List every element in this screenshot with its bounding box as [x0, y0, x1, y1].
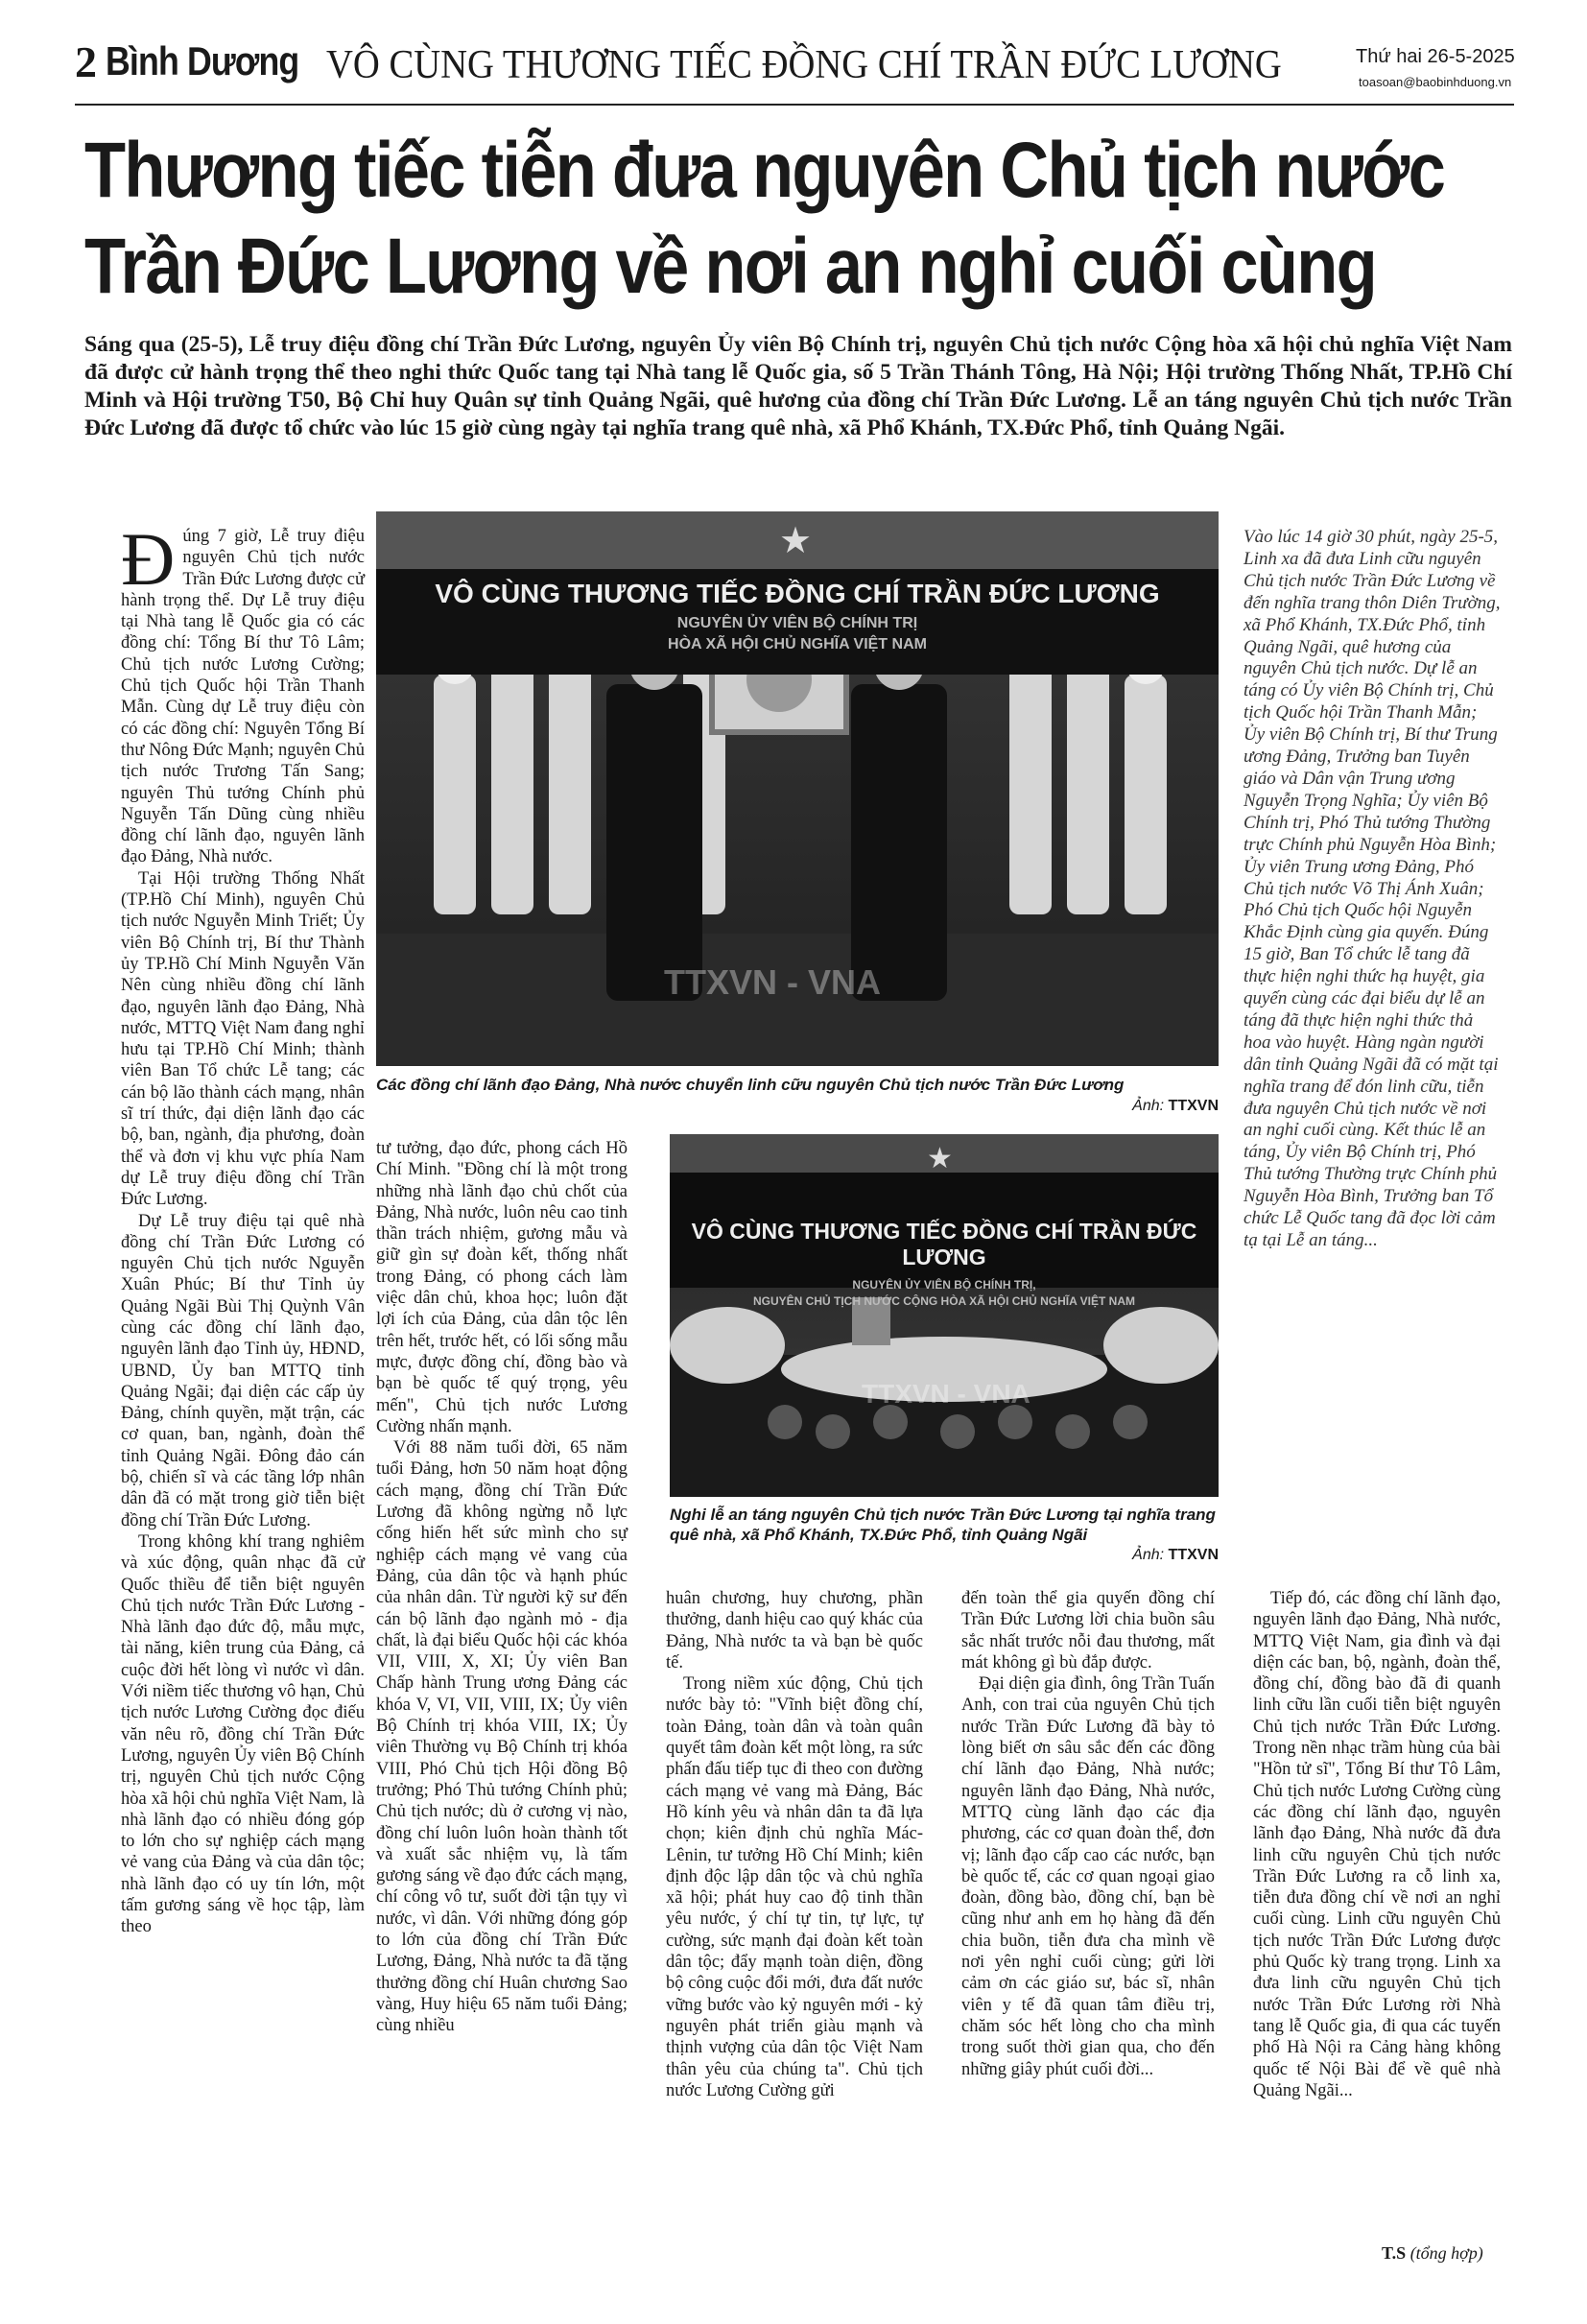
headline-line-1: Thương tiếc tiễn đưa nguyên Chủ tịch nước	[84, 127, 1445, 214]
article-column-1	[121, 517, 365, 1938]
funeral-photo-1	[376, 511, 1219, 1066]
issue-date: Thứ hai 26-5-2025	[1356, 46, 1515, 67]
article-column-4	[961, 1588, 1215, 2080]
star-icon: ★	[927, 1143, 953, 1174]
paragraph: Trong niềm xúc động, Chủ tịch nước bày tỏ: "Vĩnh biệt đồng chí, toàn Đảng, toàn dân và toàn quân quyết tâm đoàn kết một lòng, ra sức phấn đấu tiếp tục đi theo con đường cách mạng vẻ vang mà Đảng, Bác Hồ kính yêu và nhân dân ta đã lựa chọn; kiên định chủ nghĩa Mác-Lênin, tư tưởng Hồ Chí Minh; kiên định độc lập dân tộc và chủ nghĩa xã hội; phát huy cao độ tinh thần yêu nước, ý chí tự tin, tự lực, tự cường, sức mạnh đại đoàn kết toàn dân tộc; đẩy mạnh toàn diện, đồng bộ công cuộc đổi mới, đưa đất nước vững bước vào kỷ nguyên mới - kỷ nguyên phát triển giàu mạnh và thịnh vượng của dân tộc Việt Nam thân yêu của chúng ta". Chủ tịch nước Lương Cường gửi	[666, 1674, 923, 2100]
paragraph: Tại Hội trường Thống Nhất (TP.Hồ Chí Minh), nguyên Chủ tịch nước Nguyễn Minh Triết; Ủy viên Bộ Chính trị, Bí thư Thành ủy TP.Hồ Chí Minh Nguyễn Văn Nên cùng nhiều đồng chí lãnh đạo, nguyên lãnh đạo Đảng, Nhà nước, MTTQ Việt Nam đang nghỉ hưu tại TP.Hồ Chí Minh; thành viên Ban Tổ chức Lễ tang; các cán bộ lão thành cách mạng, nhân sĩ trí thức, đại diện lãnh đạo các bộ, ban, ngành, địa phương, đoàn thể và đơn vị khu vực phía Nam dự Lễ truy điệu đồng chí Trần Đức Lương.	[121, 868, 365, 1210]
photo-1-watermark: TTXVN - VNA	[664, 962, 882, 1002]
photo-1-credit: Ảnh: TTXVN	[1132, 1098, 1219, 1114]
photo-1-caption: Các đồng chí lãnh đạo Đảng, Nhà nước chuyển linh cữu nguyên Chủ tịch nước Trần Đức Lương	[376, 1076, 1125, 1094]
sidebar-text: Vào lúc 14 giờ 30 phút, ngày 25-5, Linh xa đã đưa Linh cữu nguyên Chủ tịch nước Trần Đức Lương về đến nghĩa trang thôn Diên Trường, xã Phổ Khánh, TX.Đức Phổ, tỉnh Quảng Ngãi, quê hương của nguyên Chủ tịch nước. Dự lễ an táng có Ủy viên Bộ Chính trị, Chủ tịch Quốc hội Trần Thanh Mẫn; Ủy viên Bộ Chính trị, Bí thư Trung ương Đảng, Trưởng ban Tuyên giáo và Dân vận Trung ương Nguyễn Trọng Nghĩa; Ủy viên Bộ Chính trị, Phó Thủ tướng Thường trực Chính phủ Nguyễn Hòa Bình; Ủy viên Trung ương Đảng, Phó Chủ tịch nước Võ Thị Ánh Xuân; Phó Chủ tịch Quốc hội Nguyễn Khắc Định cùng gia quyến. Đúng 15 giờ, Ban Tổ chức lễ tang đã thực hiện nghi thức hạ huyệt, gia quyến cùng các đại biểu dự lễ an táng đã thực hiện nghi thức thả hoa vào huyệt. Hàng ngàn người dân tỉnh Quảng Ngãi đã có mặt tại nghĩa trang để đón linh cữu, tiễn đưa nguyên Chủ tịch nước về nơi an nghỉ cuối cùng. Kết thúc lễ an táng, Ủy viên Bộ Chính trị, Phó Thủ tướng Thường trực Chính phủ Nguyễn Hòa Bình, Trưởng ban Tổ chức Lễ Quốc tang đã đọc lời cảm tạ tại Lễ an táng...	[1244, 527, 1501, 1250]
byline: T.S (tổng hợp)	[1382, 2243, 1483, 2263]
paragraph: Với 88 năm tuổi đời, 65 năm tuổi Đảng, hơn 50 năm hoạt động cách mạng, đồng chí Trần Đức Lương đã không ngừng nỗ lực cống hiến hết sức mình cho sự nghiệp cách mạng vẻ vang của Đảng, của dân tộc và hạnh phúc của nhân dân. Từ người kỹ sư đến cán bộ lãnh đạo ngành mỏ - địa chất, là đại biểu Quốc hội các khóa VII, VIII, X, XI; Ủy viên Ban Chấp hành Trung ương Đảng các khóa V, VI, VII, VIII, IX; Ủy viên Bộ Chính trị khóa VIII, IX; Ủy viên Thường vụ Bộ Chính trị khóa VIII, Phó Chủ tịch Hội đồng Bộ trưởng; Phó Thủ tướng Chính phủ; Chủ tịch nước; dù ở cương vị nào, đồng chí luôn luôn hoàn thành tốt và xuất sắc nhiệm vụ, là tấm gương sáng về đạo đức cách mạng, chí công vô tư, suốt đời tận tụy vì nước, vì dân. Với những đóng góp to lớn của đồng chí Trần Đức Lương, Đảng, Nhà nước ta đã tặng thưởng đồng chí Huân chương Sao vàng, Huy hiệu 65 năm tuổi Đảng; cùng nhiều	[376, 1438, 628, 2036]
drop-cap: Đ	[121, 517, 176, 601]
star-icon: ★	[779, 521, 813, 561]
paragraph: tư tưởng, đạo đức, phong cách Hồ Chí Minh. "Đồng chí là một trong những nhà lãnh đạo chủ chốt của Đảng, Nhà nước, luôn nêu cao tinh thần trách nhiệm, gương mẫu và giữ gìn sự đoàn kết, thống nhất trong Đảng, có phong cách làm việc dân chủ, khoa học; luôn đặt lợi ích của Đảng, của dân tộc lên trên hết, trước hết, có lối sống mẫu mực, được đồng chí, đồng bào và bạn bè quốc tế quý trọng, yêu mến", Chủ tịch nước Lương Cường nhấn mạnh.	[376, 1139, 628, 1436]
paragraph: Tiếp đó, các đồng chí lãnh đạo, nguyên lãnh đạo Đảng, Nhà nước, MTTQ Việt Nam, gia đình và đại diện các ban, bộ, ngành, đoàn thể, đồng chí, đồng bào đã đi quanh linh cữu lần cuối tiễn biệt nguyên Chủ tịch nước Trần Đức Lương. Trong nền nhạc trầm hùng của bài "Hồn tử sĩ", Tổng Bí thư Tô Lâm, Chủ tịch nước Lương Cường cùng các đồng chí lãnh đạo, nguyên lãnh đạo Đảng, Nhà nước đã đưa linh cữu nguyên Chủ tịch nước Trần Đức Lương ra cỗ linh xa, tiễn đưa đồng chí về nơi an nghỉ cuối cùng. Linh cữu nguyên Chủ tịch nước Trần Đức Lương được phủ Quốc kỳ trang trọng. Linh xa đưa linh cữu nguyên Chủ tịch nước Trần Đức Lương rời Nhà tang lễ Quốc gia, đi qua các tuyến phố Hà Nội ra Cảng hàng không quốc tế Nội Bài để về quê nhà Quảng Ngãi...	[1253, 1589, 1501, 2100]
page-header	[75, 36, 1514, 104]
lead-paragraph: Sáng qua (25-5), Lễ truy điệu đồng chí Trần Đức Lương, nguyên Ủy viên Bộ Chính trị, nguyên Chủ tịch nước Cộng hòa xã hội chủ nghĩa Việt Nam đã được cử hành trọng thể theo nghi thức Quốc tang tại Nhà tang lễ Quốc gia, số 5 Trần Thánh Tông, Hà Nội; Hội trường Thống Nhất, TP.Hồ Chí Minh và Hội trường T50, Bộ Chỉ huy Quân sự tỉnh Quảng Ngãi, quê hương của đồng chí Trần Đức Lương. Lễ an táng nguyên Chủ tịch nước Trần Đức Lương đã được tổ chức vào lúc 15 giờ cùng ngày tại nghĩa trang quê nhà, xã Phổ Khánh, TX.Đức Phổ, tỉnh Quảng Ngãi.	[84, 332, 1512, 440]
paragraph: Đại diện gia đình, ông Trần Tuấn Anh, con trai của nguyên Chủ tịch nước Trần Đức Lương đã bày tỏ lòng biết ơn sâu sắc đến các đồng chí lãnh đạo Đảng, Nhà nước; nguyên lãnh đạo Đảng, Nhà nước, MTTQ cùng lãnh đạo các địa phương, các cơ quan đoàn thể, đơn vị; lãnh đạo cấp cao các nước, bạn bè quốc tế, các cơ quan ngoại giao đoàn, đồng bào, đồng chí, bạn bè cũng như anh em họ hàng đã đến chia buồn, tiễn đưa cha mình về nơi yên nghỉ cuối cùng; gửi lời cảm ơn các giáo sư, bác sĩ, nhân viên y tế đã quan tâm điều trị, chăm sóc hết lòng cho cha mình trong suốt thời gian qua, cho đến những giây phút cuối đời...	[961, 1674, 1215, 2079]
headline-line-2: Trần Đức Lương về nơi an nghỉ cuối cùng	[84, 223, 1377, 310]
photo-2-caption: Nghi lễ an táng nguyên Chủ tịch nước Trần Đức Lương tại nghĩa trang quê nhà, xã Phổ Khánh, TX.Đức Phổ, tỉnh Quảng Ngãi	[670, 1506, 1216, 1544]
photo-2-credit: Ảnh: TTXVN	[1132, 1547, 1219, 1563]
paragraph: Trong không khí trang nghiêm và xúc động, quân nhạc đã cử Quốc thiều để tiễn biệt nguyên Chủ tịch nước Trần Đức Lương - Nhà lãnh đạo đức độ, mẫu mực, tài năng, kiên trung của Đảng, cả cuộc đời hết lòng vì nước vì dân. Với niềm tiếc thương vô hạn, Chủ tịch nước Lương Cường đọc điếu văn nêu rõ, đồng chí Trần Đức Lương, nguyên Ủy viên Bộ Chính trị, nguyên Chủ tịch nước Cộng hòa xã hội chủ nghĩa Việt Nam, là nhà lãnh đạo có nhiều đóng góp to lớn cho sự nghiệp cách mạng vẻ vang của Đảng và của dân tộc; nhà lãnh đạo có uy tín lớn, một tấm gương sáng về học tập, làm theo	[121, 1531, 365, 1937]
article-column-5	[1253, 1588, 1501, 2101]
headline	[84, 123, 1512, 315]
page-number: 2	[75, 37, 97, 86]
photo-2-watermark: TTXVN - VNA	[862, 1379, 1030, 1409]
header-rule	[75, 104, 1514, 106]
paragraph: huân chương, huy chương, phần thưởng, danh hiệu cao quý khác của Đảng, Nhà nước ta và bạn bè quốc tế.	[666, 1589, 923, 1672]
sidebar-box	[1244, 527, 1501, 1252]
section-title: VÔ CÙNG THƯƠNG TIẾC ĐỒNG CHÍ TRẦN ĐỨC LƯƠNG	[326, 43, 1282, 87]
funeral-photo-2	[670, 1134, 1219, 1497]
article-column-2	[376, 1138, 628, 2036]
paragraph: đến toàn thể gia quyến đồng chí Trần Đức Lương lời chia buồn sâu sắc nhất trước nỗi đau thương, mất mát không gì bù đắp được.	[961, 1589, 1215, 1672]
photo-1-banner: VÔ CÙNG THƯƠNG TIẾC ĐỒNG CHÍ TRẦN ĐỨC LƯƠNG NGUYÊN ỦY VIÊN BỘ CHÍNH TRỊ HÒA XÃ HỘI CHỦ NGHĨA VIỆT NAM	[376, 569, 1219, 675]
photo-2-banner: VÔ CÙNG THƯƠNG TIẾC ĐỒNG CHÍ TRẦN ĐỨC LƯƠNG NGUYÊN ỦY VIÊN BỘ CHÍNH TRỊ, NGUYÊN CHỦ TỊCH NƯỚC CỘNG HÒA XÃ HỘI CHỦ NGHĨA VIỆT NAM	[670, 1173, 1219, 1288]
paragraph: Dự Lễ truy điệu tại quê nhà đồng chí Trần Đức Lương có nguyên Chủ tịch nước Nguyễn Xuân Phúc; Bí thư Tỉnh ủy Quảng Ngãi Bùi Thị Quỳnh Vân cùng các đồng chí lãnh đạo, nguyên lãnh đạo Tỉnh ủy, HĐND, UBND, Ủy ban MTTQ tỉnh Quảng Ngãi; đại diện các cấp ủy Đảng, chính quyền, mặt trận, các cơ quan, ban, ngành, đoàn thể tỉnh Quảng Ngãi. Đông đảo cán bộ, chiến sĩ và các tầng lớp nhân dân đã có mặt trong giờ tiễn biệt đồng chí Trần Đức Lương.	[121, 1211, 365, 1530]
paragraph: Đúng 7 giờ, Lễ truy điệu nguyên Chủ tịch nước Trần Đức Lương được cử hành trọng thể. Dự Lễ truy điệu tại Nhà tang lễ Quốc gia có các đồng chí: Tổng Bí thư Tô Lâm; Chủ tịch nước Lương Cường; Chủ tịch Quốc hội Trần Thanh Mẫn. Cùng dự Lễ truy điệu còn có các đồng chí: Nguyên Tổng Bí thư Nông Đức Mạnh; nguyên Chủ tịch nước Trương Tấn Sang; nguyên Thủ tướng Chính phủ Nguyễn Tấn Dũng cùng nhiều đồng chí lãnh đạo, nguyên lãnh đạo Đảng, Nhà nước.	[121, 517, 365, 867]
article-column-3	[666, 1588, 923, 2101]
contact-email[interactable]: toasoan@baobinhduong.vn	[1359, 75, 1512, 89]
newspaper-logo: Bình Dương	[106, 38, 299, 83]
